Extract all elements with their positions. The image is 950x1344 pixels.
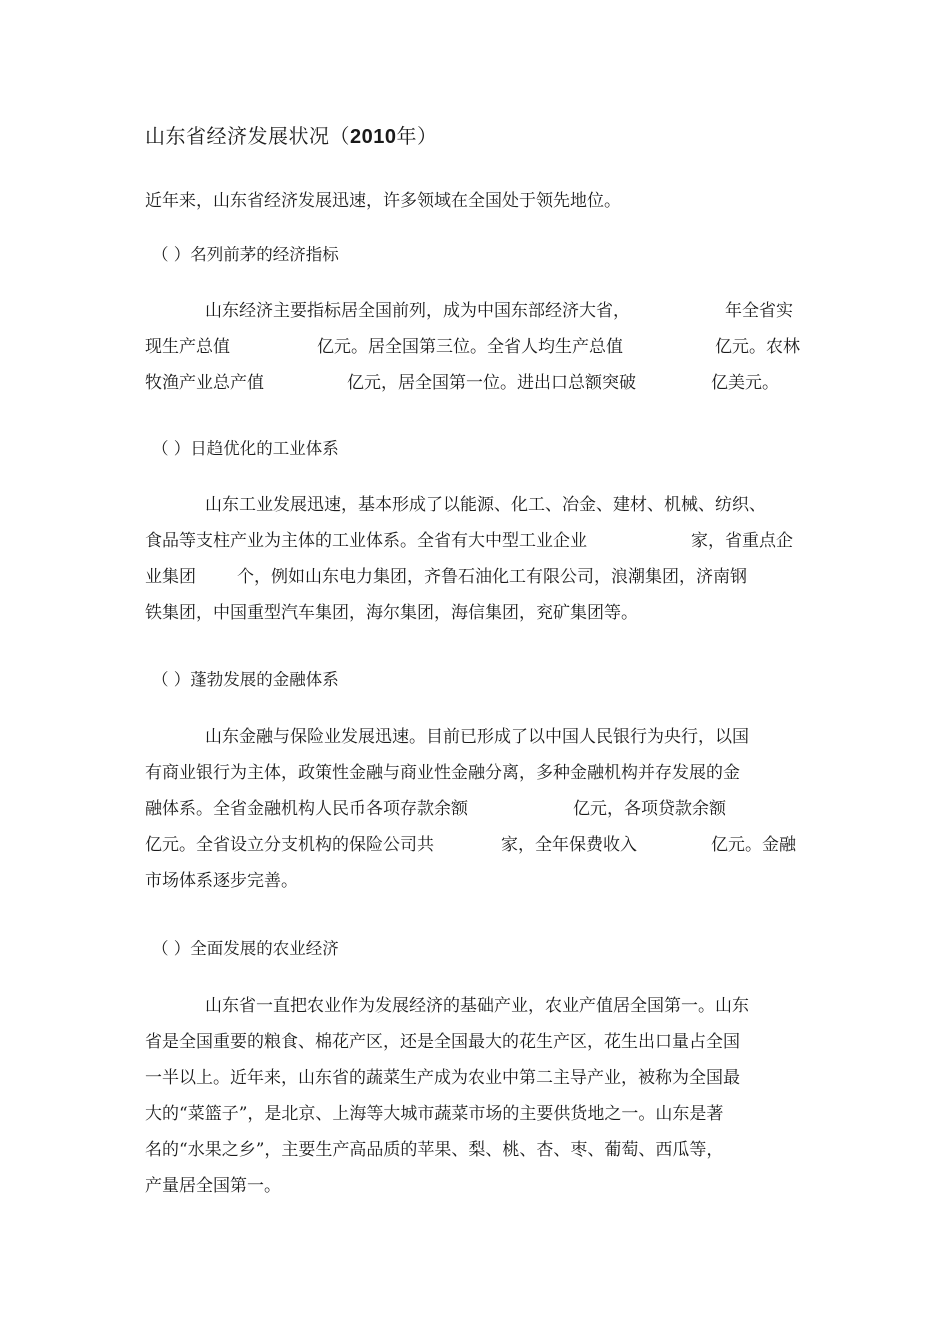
text-segment: 山东省一直把农业作为发展经济的基础产业，农业产值居全国第一。山东 (205, 996, 749, 1016)
text-segment: 家，全年保费收入 (501, 835, 637, 855)
intro-paragraph: 近年来，山东省经济发展迅速，许多领域在全国处于领先地位。 (145, 191, 621, 211)
text-segment: 亿元。居全国第三位。全省人均生产总值 (317, 337, 623, 357)
paragraph-line (145, 719, 809, 755)
section-paragraph-agricultural-economy (145, 988, 809, 1204)
section-heading-agricultural-economy: （ ）全面发展的农业经济 (152, 939, 339, 958)
section-heading-financial-system: （ ）蓬勃发展的金融体系 (152, 670, 339, 689)
paragraph-line (145, 1024, 809, 1060)
text-segment: 亿元。农林 (715, 337, 800, 357)
paragraph-line (145, 523, 809, 559)
text-segment: 一半以上。近年来，山东省的蔬菜生产成为农业中第二主导产业，被称为全国最 (145, 1068, 740, 1088)
text-segment: 山东金融与保险业发展迅速。目前已形成了以中国人民银行为央行，以国 (205, 727, 749, 747)
section-heading-industrial-system: （ ）日趋优化的工业体系 (152, 439, 339, 458)
text-segment: 省是全国重要的粮食、棉花产区，还是全国最大的花生产区，花生出口量占全国 (145, 1032, 740, 1052)
paragraph-line (145, 791, 809, 827)
paragraph-line (145, 1060, 809, 1096)
text-segment: 亿元，居全国第一位。进出口总额突破 (347, 373, 636, 393)
text-segment: 家，省重点企 (691, 531, 793, 551)
text-segment: 个，例如山东电力集团，齐鲁石油化工有限公司，浪潮集团，济南钢 (237, 567, 747, 587)
paragraph-line (145, 1096, 809, 1132)
text-segment: 产量居全国第一。 (145, 1176, 281, 1196)
paragraph-line (145, 293, 809, 329)
paragraph-line (145, 863, 809, 899)
text-segment: 山东经济主要指标居全国前列，成为中国东部经济大省， (205, 301, 630, 321)
text-segment: 大的“菜篮子”，是北京、上海等大城市蔬菜市场的主要供货地之一。山东是著 (145, 1104, 724, 1124)
text-segment: 现生产总值 (145, 337, 230, 357)
text-segment: 亿元。全省设立分支机构的保险公司共 (145, 835, 434, 855)
paragraph-line (145, 595, 809, 631)
text-segment: 融体系。全省金融机构人民币各项存款余额 (145, 799, 468, 819)
paragraph-line (145, 487, 809, 523)
section-heading-economic-indicators: （ ）名列前茅的经济指标 (152, 245, 339, 264)
text-segment: 名的“水果之乡”，主要生产高品质的苹果、梨、桃、杏、枣、葡萄、西瓜等， (145, 1140, 724, 1160)
text-segment: 食品等支柱产业为主体的工业体系。全省有大中型工业企业 (145, 531, 587, 551)
paragraph-line (145, 559, 809, 595)
text-segment: 亿美元。 (711, 373, 779, 393)
text-segment: 亿元。金融 (711, 835, 796, 855)
section-paragraph-industrial-system (145, 487, 809, 631)
text-segment: 年全省实 (725, 301, 793, 321)
paragraph-line (145, 1132, 809, 1168)
paragraph-line (145, 329, 809, 365)
title-year: 2010 (350, 126, 397, 148)
paragraph-line (145, 1168, 809, 1204)
text-segment: 铁集团，中国重型汽车集团，海尔集团，海信集团，兖矿集团等。 (145, 603, 638, 623)
paragraph-line (145, 755, 809, 791)
text-segment: 牧渔产业总产值 (145, 373, 264, 393)
paragraph-line (145, 988, 809, 1024)
section-paragraph-financial-system (145, 719, 809, 899)
paragraph-line (145, 365, 809, 401)
text-segment: 亿元，各项贷款余额 (573, 799, 726, 819)
text-segment: 业集团 (145, 567, 196, 587)
text-segment: 有商业银行为主体，政策性金融与商业性金融分离，多种金融机构并存发展的金 (145, 763, 740, 783)
title-suffix: 年） (396, 124, 438, 148)
text-segment: 市场体系逐步完善。 (145, 871, 298, 891)
section-paragraph-economic-indicators (145, 293, 809, 401)
title-main: 山东省经济发展状况（ (145, 124, 350, 148)
paragraph-line (145, 827, 809, 863)
document-title (145, 120, 438, 149)
text-segment: 山东工业发展迅速，基本形成了以能源、化工、冶金、建材、机械、纺织、 (205, 495, 766, 515)
